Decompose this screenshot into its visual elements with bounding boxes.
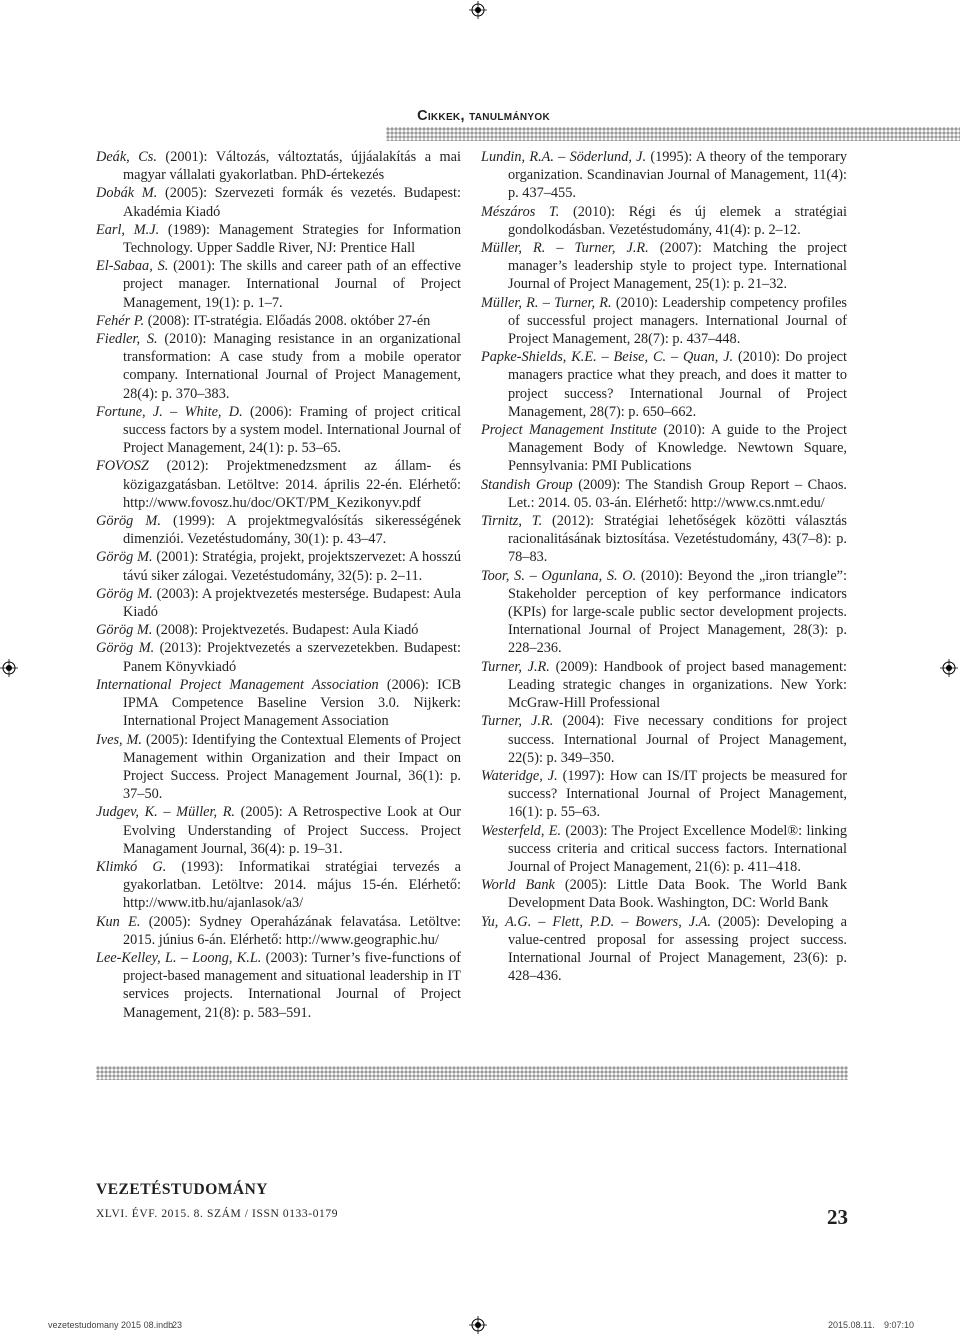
reference-entry <box>481 767 847 822</box>
reference-authors: Lundin, R.A. – Söderlund, J. <box>481 149 647 165</box>
reference-authors: Görög M. <box>96 585 153 602</box>
reference-text: (2005): Little Data Book. The World Bank Development Data Book. Washington, DC: World Bank <box>508 877 847 912</box>
reference-entry <box>481 294 847 349</box>
reference-entry <box>96 457 461 512</box>
reference-authors: Toor, S. – Ogunlana, S. O. <box>481 567 637 584</box>
reference-entry <box>481 239 847 294</box>
reference-text: (2001): Változás, változtatás, újjáalakítás a mai magyar vállalati gyakorlatban. PhD-értekezés <box>123 149 461 184</box>
reference-authors: International Project Management Association <box>96 676 379 693</box>
reference-text: (2005): Developing a value-centred proposal for assessing project success. International Journal of Project Management, 23(6): p. 428–436. <box>508 913 848 985</box>
reference-entry <box>96 585 461 621</box>
reference-entry <box>96 548 461 584</box>
footer-divider <box>96 1066 848 1080</box>
reference-text: (2003): A projektvezetés mestersége. Budapest: Aula Kiadó <box>123 585 461 621</box>
reference-authors: Fiedler, S. <box>96 331 158 348</box>
print-slug-date: 2015.08.11. <box>828 1320 875 1330</box>
reference-text: (2009): The Standish Group Report – Chaos. Let.: 2014. 05. 03-án. Elérhető: http://www.cs.nmt.edu/ <box>508 476 847 511</box>
section-header: Cikkek, tanulmányok <box>417 108 550 124</box>
reference-text: (1997): How can IS/IT projects be measured for success? International Journal of Project Management, 16(1): p. 55–63. <box>508 767 847 821</box>
reference-authors: Ives, M. <box>96 731 143 748</box>
reference-entry <box>96 913 461 949</box>
reference-entry <box>481 512 847 567</box>
reference-text: (2005): Szervezeti formák és vezetés. Budapest: Akadémia Kiadó <box>123 185 461 220</box>
reference-text: (2010): Managing resistance in an organizational transformation: A case study from a mobile operator company. International Journal of Project Management, 28(4): p. 370–383. <box>123 331 461 402</box>
reference-text: (2010): Leadership competency profiles of successful project managers. International Journal of Project Management, 28(7): p. 437–448. <box>508 294 847 348</box>
reference-authors: Görög M. <box>96 622 153 639</box>
reference-authors: Judgev, K. – Müller, R. <box>96 804 236 821</box>
reference-text: (1993): Informatikai stratégiai tervezés a gyakorlatban. Letöltve: 2014. május 15-én. Elérhető: http://www.itb.hu/ajanlasok/a3/ <box>123 858 461 912</box>
reference-text: (2003): Turner’s five-functions of project-based management and situational leadership in IT services projects. International Journal of Project Management, 21(8): p. 583–591. <box>123 949 461 1021</box>
reference-text: (2007): Matching the project manager’s leadership style to project type. International Journal of Project Management, 25(1): p. 21–32. <box>508 240 847 293</box>
reference-entry <box>96 330 461 403</box>
reference-text: (2012): Projektmenedzsment az állam- és közigazgatásban. Letöltve: 2014. április 22-én. Elérhető: http://www.fovosz.hu/doc/OKT/PM_Kezikonyv.pdf <box>123 458 461 511</box>
reference-text: (2010): Do project managers practice what they preach, and does it matter to project success? International Journal of Project Management, 28(7): p. 650–662. <box>508 349 847 420</box>
registration-mark-icon <box>469 1316 487 1334</box>
reference-entry <box>481 658 847 713</box>
reference-authors: Görög M. <box>96 549 153 566</box>
reference-text: (2010): Beyond the „iron triangle”: Stakeholder perception of key performance indicators (KPIs) for large-scale public sector development projects. International Journal of Project Management, 28(3): p. 228–236. <box>508 567 847 657</box>
reference-entry <box>481 712 847 767</box>
reference-authors: Görög M. <box>96 640 155 657</box>
reference-entry <box>96 184 461 220</box>
reference-authors: Standish Group <box>481 476 573 493</box>
reference-text: (2005): A Retrospective Look at Our Evolving Understanding of Project Success. Project Managament Journal, 36(4): p. 19–31. <box>123 804 461 857</box>
reference-text: (2001): The skills and career path of an effective project manager. International Journal of Project Management, 19(1): p. 1–7. <box>123 258 461 311</box>
reference-text: (2003): The Project Excellence Model®: linking success criteria and critical success factors. International Journal of Project Management, 21(6): p. 411–418. <box>508 822 847 875</box>
references-right-column <box>481 148 847 985</box>
reference-entry <box>481 913 847 986</box>
registration-mark-icon <box>0 659 18 677</box>
reference-authors: Project Management Institute <box>481 422 657 439</box>
reference-authors: FOVOSZ <box>96 458 149 475</box>
reference-authors: World Bank <box>481 877 555 894</box>
reference-authors: Fehér P. <box>96 312 145 329</box>
reference-entry <box>96 639 461 675</box>
reference-text: (2004): Five necessary conditions for project success. International Journal of Project Management, 22(5): p. 349–350. <box>508 713 847 766</box>
page-number: 23 <box>827 1205 848 1229</box>
reference-entry <box>96 858 461 913</box>
registration-mark-icon <box>940 659 958 677</box>
reference-authors: Klimkó G. <box>96 858 167 875</box>
reference-entry <box>96 312 461 330</box>
reference-entry <box>96 803 461 858</box>
reference-text: (2009): Handbook of project based management: Leading strategic changes in organizations. New York: McGraw-Hill Professional <box>508 658 847 712</box>
reference-text: (2012): Stratégiai lehetőségek közötti választás racionalitásának biztosítása. Vezetéstudomány, 43(7–8): p. 78–83. <box>508 513 847 566</box>
journal-issue: XLVI. ÉVF. 2015. 8. SZÁM / ISSN 0133-0179 <box>96 1208 339 1220</box>
reference-authors: Turner, J.R. <box>481 658 550 675</box>
reference-text: (2013): Projektvezetés a szervezetekben. Budapest: Panem Könyvkiadó <box>123 640 461 675</box>
reference-authors: Müller, R. – Turner, R. <box>481 294 612 311</box>
print-slug-time: 9:07:10 <box>884 1320 915 1330</box>
reference-authors: Papke-Shields, K.E. – Beise, C. – Quan, J. <box>481 349 734 366</box>
reference-authors: El-Sabaa, S. <box>96 258 169 275</box>
reference-entry <box>481 421 847 476</box>
reference-authors: Mészáros T. <box>481 203 560 220</box>
reference-text: (2006): ICB IPMA Competence Baseline Version 3.0. Nijkerk: International Project Management Association <box>123 676 461 730</box>
print-slug-page: 23 <box>172 1320 183 1330</box>
reference-text: (2001): Stratégia, projekt, projektszervezet: A hosszú távú siker zálogai. Vezetéstudomány, 32(5): p. 2–11. <box>123 549 461 584</box>
registration-mark-icon <box>469 1 487 19</box>
reference-authors: Yu, A.G. – Flett, P.D. – Bowers, J.A. <box>481 913 711 930</box>
reference-entry <box>96 148 461 184</box>
reference-authors: Deák, Cs. <box>96 149 157 165</box>
reference-text: (2005): Identifying the Contextual Elements of Project Management within Organization and their Impact on Project Success. Project Management Journal, 36(1): p. 37–50. <box>123 731 461 803</box>
reference-text: (2005): Sydney Operaházának felavatása. Letöltve: 2015. június 6-án. Elérhető: http://www.geographic.hu/ <box>123 913 462 948</box>
reference-entry <box>481 476 847 512</box>
reference-authors: Fortune, J. – White, D. <box>96 403 243 420</box>
reference-entry <box>481 148 847 203</box>
reference-text: (2008): IT-stratégia. Előadás 2008. október 27-én <box>144 312 431 329</box>
reference-authors: Tirnitz, T. <box>481 513 543 530</box>
journal-title: VEZETÉSTUDOMÁNY <box>96 1181 268 1198</box>
references-left-column <box>96 148 461 1022</box>
reference-authors: Earl, M.J. <box>96 221 160 238</box>
reference-entry <box>96 403 461 458</box>
reference-authors: Turner, J.R. <box>481 713 554 730</box>
reference-entry <box>96 257 461 312</box>
reference-text: (2010): Régi és új elemek a stratégiai gondolkodásban. Vezetéstudomány, 41(4): p. 2–12. <box>508 203 847 238</box>
reference-entry <box>96 731 461 804</box>
reference-text: (2006): Framing of project critical success factors by a system model. International Journal of Project Management, 24(1): p. 53–65. <box>123 403 461 457</box>
reference-text: (1999): A projektmegvalósítás sikerességének dimenziói. Vezetéstudomány, 30(1): p. 43–47. <box>123 513 461 548</box>
reference-authors: Dobák M. <box>96 185 158 202</box>
reference-text: (1995): A theory of the temporary organization. Scandinavian Journal of Management, 11(4): p. 437–455. <box>508 149 847 202</box>
reference-authors: Lee-Kelley, L. – Loong, K.L. <box>96 949 262 966</box>
header-divider <box>386 127 960 141</box>
reference-authors: Wateridge, J. <box>481 767 558 784</box>
reference-entry <box>96 621 461 639</box>
reference-text: (2010): A guide to the Project Management Body of Knowledge. Newtown Square, Pennsylvania: PMI Publications <box>508 422 847 475</box>
reference-authors: Westerfeld, E. <box>481 822 562 839</box>
reference-entry <box>481 876 847 912</box>
reference-entry <box>481 567 847 658</box>
reference-entry <box>96 512 461 548</box>
reference-authors: Müller, R. – Turner, J.R. <box>481 240 649 257</box>
reference-entry <box>96 676 461 731</box>
print-slug-file: vezetestudomany 2015 08.indb <box>48 1320 174 1330</box>
reference-entry <box>96 949 461 1022</box>
reference-authors: Kun E. <box>96 913 141 930</box>
reference-entry <box>481 203 847 239</box>
reference-entry <box>96 221 461 257</box>
reference-authors: Görög M. <box>96 513 161 530</box>
reference-entry <box>481 822 847 877</box>
reference-text: (2008): Projektvezetés. Budapest: Aula Kiadó <box>152 622 419 639</box>
reference-entry <box>481 348 847 421</box>
reference-text: (1989): Management Strategies for Information Technology. Upper Saddle River, NJ: Prentice Hall <box>123 221 461 257</box>
